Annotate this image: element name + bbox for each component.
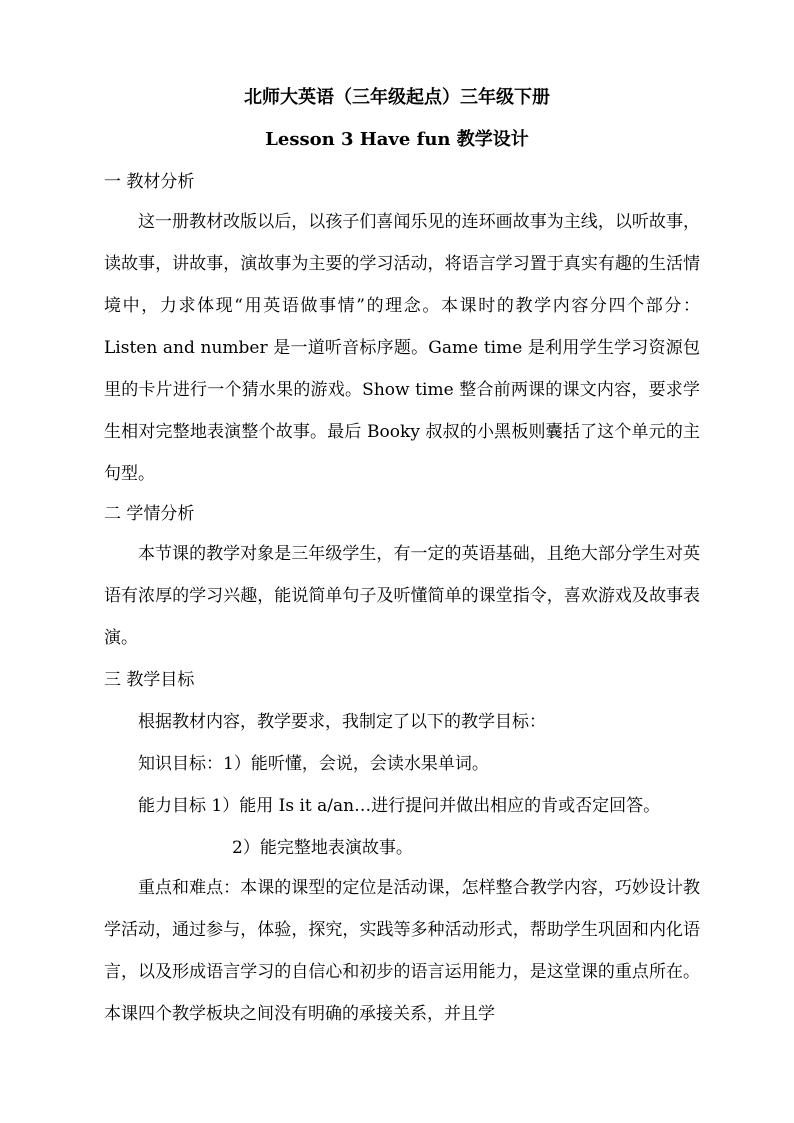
knowledge-goal: 知识目标：1）能听懂，会说，会读水果单词。 xyxy=(138,754,489,774)
section-heading-textbook-analysis: 一 教材分析 xyxy=(104,172,195,192)
document-subtitle: Lesson 3 Have fun 教学设计 xyxy=(265,129,529,150)
ability-goal-2: 2）能完整地表演故事。 xyxy=(232,838,413,858)
paragraph-key-points: 重点和难点：本课的课型的定位是活动课，怎样整合教学内容，巧妙设计教学活动，通过参与，体验，探究，实践等多种活动形式，帮助学生巩固和内化语言，以及形成语言学习的自信心和初步的语言运用能力，是这堂课的重点所在。本课四个教学板块之间没有明确的承接关系，并且学 xyxy=(104,878,700,1024)
paragraph-textbook-analysis: 这一册教材改版以后，以孩子们喜闻乐见的连环画故事为主线，以听故事，读故事，讲故事，演故事为主要的学习活动，将语言学习置于真实有趣的生活情境中，力求体现“用英语做事情”的理念。本课时的教学内容分四个部分：Listen and number 是一道听音标序题。Game time 是利用学生学习资源包里的卡片进行一个猜水果的游戏。Show time 整合前两课的课文内容，要求学生相对完整地表演整个故事。最后 Booky 叔叔的小黑板则囊括了这个单元的主句型。 xyxy=(104,212,700,484)
document-title: 北师大英语（三年级起点）三年级下册 xyxy=(244,87,550,108)
section-heading-teaching-goals: 三 教学目标 xyxy=(104,670,195,690)
goals-intro: 根据教材内容，教学要求，我制定了以下的教学目标： xyxy=(138,712,546,732)
section-heading-student-analysis: 二 学情分析 xyxy=(104,504,195,524)
paragraph-student-analysis: 本节课的教学对象是三年级学生，有一定的英语基础，且绝大部分学生对英语有浓厚的学习兴趣，能说简单句子及听懂简单的课堂指令，喜欢游戏及故事表演。 xyxy=(104,544,700,648)
ability-goal-1: 能力目标 1）能用 Is it a/an…进行提问并做出相应的肯或否定回答。 xyxy=(138,796,661,816)
